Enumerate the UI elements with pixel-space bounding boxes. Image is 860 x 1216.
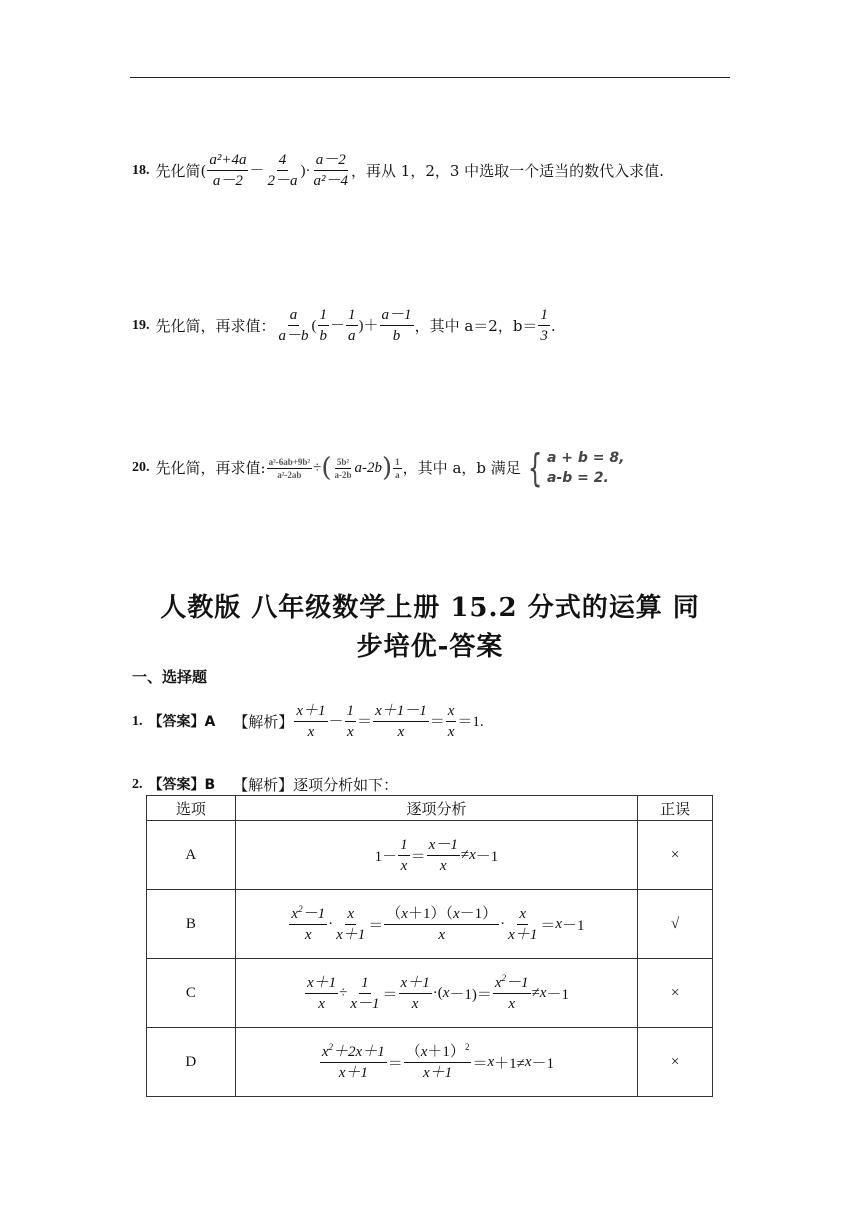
option-cell: A: [147, 821, 236, 890]
fraction-image: $\frac{\text{5b²}}{a-2b}$: [334, 456, 352, 480]
fraction-image: $\frac{\text{a²-6ab+9b²}}{\text{a²-2ab}}$: [268, 456, 311, 480]
analysis-cell: $\frac{x+1}{x}$ ÷ $\frac{1}{x-1}$ ＝ $\frac{x+1}{x}$ ·( x －1)＝ $\frac{x^2-1}{x}$ ≠ x －1: [235, 959, 638, 1028]
question-number: 19.: [132, 317, 150, 333]
question-19: 19. 先化简，再求值： $\frac{a}{a-b}$ ( $\frac{1}{b}$ － $\frac{1}{a}$ )＋ $\frac{a-1}{b}$ ，其中 a＝2，b＝ $\frac{1}{3}$ .: [132, 307, 556, 344]
answer-2: 2. 【答案】B 【解析】逐项分析如下：: [132, 776, 399, 794]
fraction: $\frac{1}{a}$: [348, 307, 356, 344]
answer-tag: 【答案】A: [148, 713, 216, 730]
question-prefix: 先化简，再求值:: [155, 459, 266, 477]
table-row: [147, 821, 713, 890]
fraction: $\frac{a-1}{b}$: [381, 307, 412, 344]
header-cell: 逐项分析: [235, 796, 638, 821]
fraction: $\frac{1}{b}$: [319, 307, 328, 344]
question-suffix: ，再从 1，2，3 中选取一个适当的数代入求值.: [351, 161, 664, 180]
table-row: [147, 1028, 713, 1097]
question-prefix: 先化简(: [155, 161, 207, 180]
page-title: 人教版 八年级数学上册 15.2 分式的运算 同: [160, 593, 700, 623]
verdict-cell: ×: [638, 959, 713, 1028]
question-number: 20.: [132, 460, 150, 475]
analysis-cell: 1－ $\frac{1}{x}$ ＝ $\frac{x-1}{x}$ ≠ x －1: [235, 821, 638, 890]
left-brace-icon: {: [527, 446, 543, 490]
option-cell: D: [147, 1028, 236, 1097]
table-row: [147, 959, 713, 1028]
verdict-cell: ×: [638, 1028, 713, 1097]
equation-system: { a + b = 8, a-b = 2.: [527, 446, 625, 490]
fraction-image: $\frac{1}{a}$: [395, 456, 400, 480]
page-title-line-2: 步培优-答案: [356, 632, 504, 662]
fraction: $\frac{a-2}{\text{a²－4}}$: [313, 152, 349, 189]
header-cell: 正误: [638, 796, 713, 821]
fraction: $\frac{a}{a-b}$: [278, 307, 309, 344]
option-cell: B: [147, 890, 236, 959]
question-18: 18. 先化简( $\frac{\text{a²+4a}}{a-2}$ － $\frac{4}{2-a}$ )· $\frac{a-2}{\text{a²－4}}$ ，再从 1，2，3 中选取一个适当的数代入求值.: [132, 152, 664, 189]
header-cell: 选项: [147, 796, 236, 821]
question-20: 20. 先化简，再求值: $\frac{\text{a²-6ab+9b²}}{\text{a²-2ab}}$ ÷ ( $\frac{\text{5b²}}{a-2b}$ a-2b ) $\frac{1}{a}$ ，其中 a，b 满足 { a + b = 8, a-b = 2.: [132, 446, 625, 490]
fraction: $\frac{4}{2-a}$: [267, 152, 298, 189]
table-header-row: [147, 796, 713, 821]
fraction: $\frac{\text{a²+4a}}{a-2}$: [209, 152, 247, 189]
analysis-cell: $\frac{x^2-1}{x}$ · $\frac{x}{x+1}$ ＝ $\frac{(x+1)(x-1)}{x}$ · $\frac{x}{x+1}$ ＝ x －1: [235, 890, 638, 959]
answer-tag: 【答案】B: [148, 777, 216, 793]
table-row: [147, 890, 713, 959]
verdict-cell: √: [638, 890, 713, 959]
answer-1: 1. 【答案】A 【解析】 $\frac{x+1}{x}$ － $\frac{1}{x}$ ＝ $\frac{x+1-1}{x}$ ＝ $\frac{x}{x}$ ＝1.: [132, 703, 484, 740]
option-cell: C: [147, 959, 236, 1028]
question-suffix: ，其中 a，b 满足: [402, 459, 521, 477]
verdict-cell: ×: [638, 821, 713, 890]
section-heading: 一、选择题: [132, 668, 208, 686]
question-prefix: 先化简，再求值：: [155, 316, 276, 335]
question-suffix: ，其中 a＝2，b＝: [414, 316, 538, 335]
fraction: $\frac{1}{3}$: [540, 307, 548, 344]
analysis-cell: $\frac{x^2+2x+1}{x+1}$ ＝ $\frac{(x+1)^2}{x+1}$ ＝ x ＋1≠ x －1: [235, 1028, 638, 1097]
question-number: 18.: [132, 162, 150, 178]
header-rule: [130, 77, 730, 78]
analysis-table: [146, 795, 713, 1097]
